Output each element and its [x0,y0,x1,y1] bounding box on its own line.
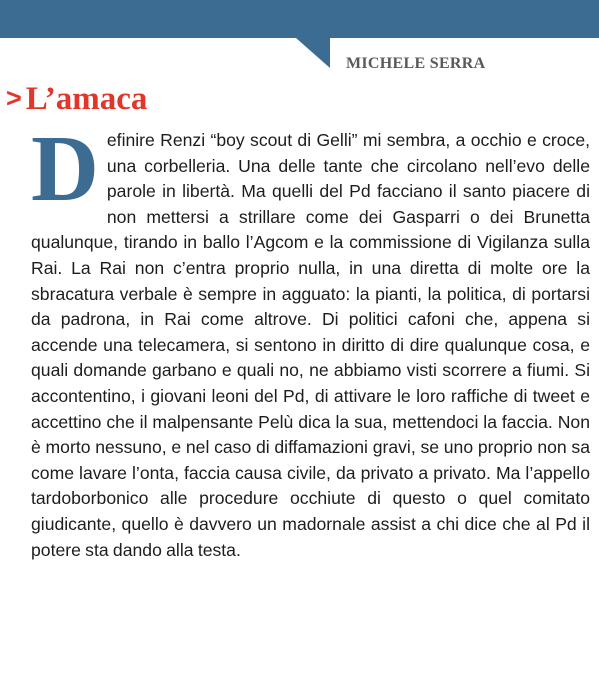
column-title-text: L’amaca [25,81,148,117]
drop-cap: D [31,117,99,221]
author-byline: MICHELE SERRA [346,55,486,72]
column-title [6,81,147,117]
title-arrow-icon: > [6,83,22,113]
article-body [31,117,590,563]
header-bar [0,0,599,38]
header-notch [296,38,330,68]
article-text: efinire Renzi “boy scout di Gelli” mi sembra, a occhio e croce, una corbelleria. Una delle tante che circolano nell’evo delle parole in libertà. Ma quelli del Pd facciano il santo piacere di non mettersi a strillare come dei Gasparri o dei Brunetta qualunque, tirando in ballo l’Agcom e la commissione di Vigilanza sulla Rai. La Rai non c’entra proprio nulla, in una diretta di molte ore la sbracatura verbale è sempre in agguato: la pianti, la politica, di portarsi da padrona, in Rai come altrove. Di politici cafoni che, appena si accende una telecamera, si sentono in diritto di dire qualunque cosa, e quali domande garbano e quali no, ne abbiamo visti scorrere a fiumi. Si accontentino, i giovani leoni del Pd, di attivare le loro raffiche di tweet e accettino che il malpensante Pelù dica la sua, mettendoci la faccia. Non è morto nessuno, e nel caso di diffamazioni gravi, se uno proprio non sa come lavare l’onta, faccia causa civile, da privato a privato. Ma l’appello tardoborbonico alle procedure occhiute di questo o quel comitato giudicante, quello è davvero un madornale assist a chi dice che al Pd il potere sta dando alla testa. [31,130,590,560]
